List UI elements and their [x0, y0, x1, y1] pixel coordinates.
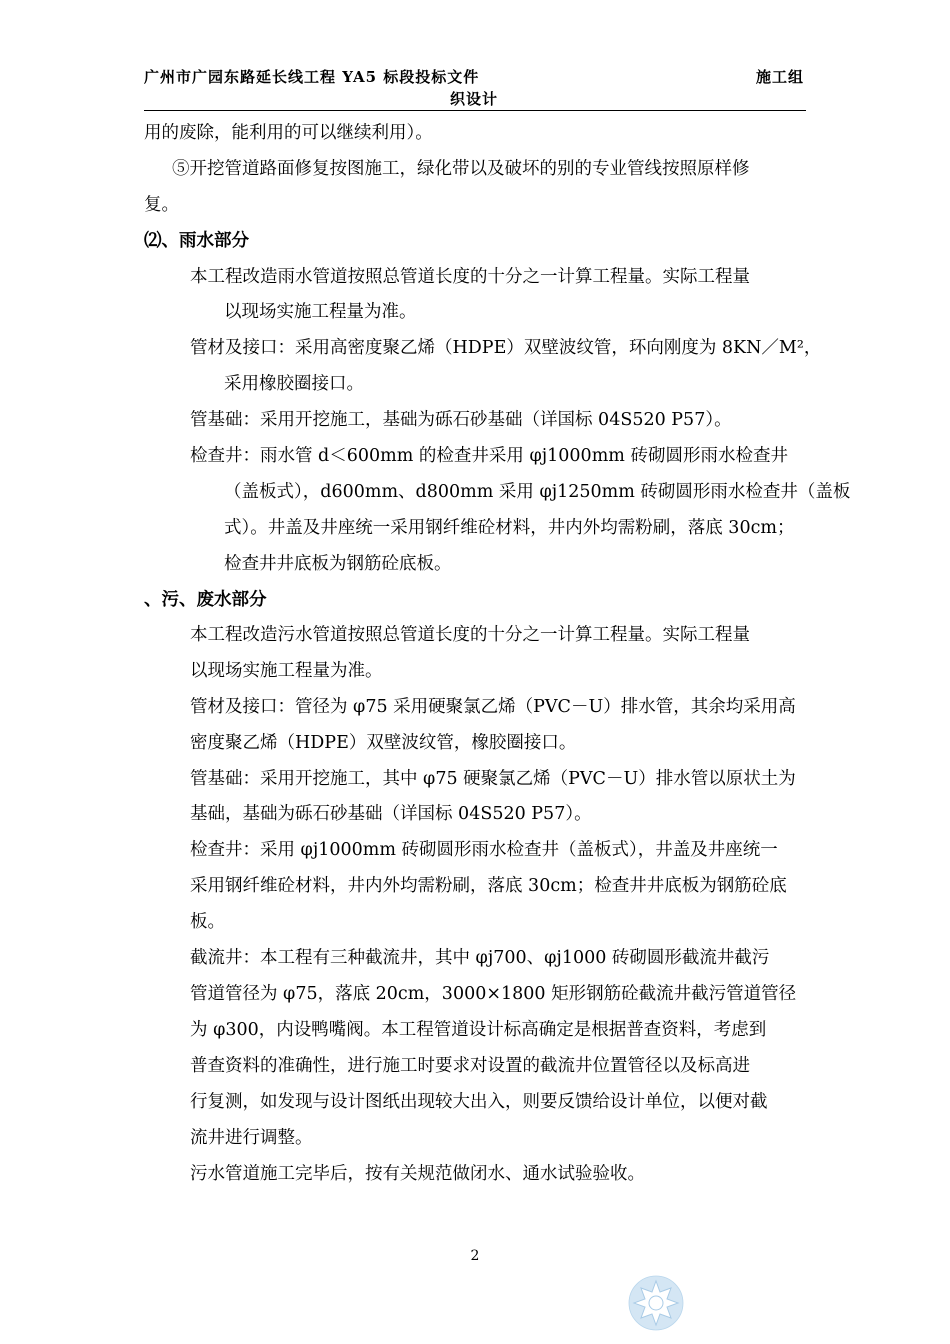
page-number: 2: [470, 1248, 480, 1264]
paragraph-line: 检查井井底板为钢筋砼底板。: [224, 554, 452, 574]
page-header: [144, 66, 806, 112]
section-heading-sewage: 、污、废水部分: [144, 590, 267, 610]
paragraph-line: （盖板式），d600mm、d800mm 采用 φj1250mm 砖砌圆形雨水检查井（盖板: [224, 482, 851, 502]
paragraph-line: 采用橡胶圈接口。: [224, 374, 364, 394]
paragraph-line: 管基础：采用开挖施工，其中 φ75 硬聚氯乙烯（PVC－U）排水管以原状土为: [190, 769, 796, 789]
paragraph-line: 式）。井盖及井座统一采用钢纤维砼材料，井内外均需粉刷，落底 30cm；: [224, 518, 795, 538]
paragraph-line: 复。: [144, 195, 179, 215]
paragraph-line: 行复测，如发现与设计图纸出现较大出入，则要反馈给设计单位，以便对截: [190, 1092, 768, 1112]
paragraph-line: 截流井：本工程有三种截流井，其中 φj700、φj1000 砖砌圆形截流井截污: [190, 948, 770, 968]
paragraph-line: 为 φ300，内设鸭嘴阀。本工程管道设计标高确定是根据普查资料，考虑到: [190, 1020, 767, 1040]
paragraph-line: ⑤开挖管道路面修复按图施工，绿化带以及破坏的别的专业管线按照原样修: [172, 159, 750, 179]
paragraph-line: 普查资料的准确性，进行施工时要求对设置的截流井位置管径以及标高进: [190, 1056, 750, 1076]
header-rule: [144, 110, 806, 111]
paragraph-line: 管材及接口：采用高密度聚乙烯（HDPE）双壁波纹管，环向刚度为 8KN／M²，: [190, 338, 822, 358]
paragraph-line: 密度聚乙烯（HDPE）双壁波纹管，橡胶圈接口。: [190, 733, 577, 753]
paragraph-line: 检查井：雨水管 d＜600mm 的检查井采用 φj1000mm 砖砌圆形雨水检查井: [190, 446, 788, 466]
paragraph-line: 用的废除，能利用的可以继续利用）。: [144, 123, 433, 143]
paragraph-line: 以现场实施工程量为准。: [190, 661, 383, 681]
paragraph-line: 基础，基础为砾石砂基础（详国标 04S520 P57）。: [190, 804, 592, 824]
paragraph-line: 污水管道施工完毕后，按有关规范做闭水、通水试验验收。: [190, 1164, 645, 1184]
snowflake-logo-icon: [625, 1272, 687, 1334]
paragraph-line: 管基础：采用开挖施工，基础为砾石砂基础（详国标 04S520 P57）。: [190, 410, 732, 430]
header-title-continued: 织设计: [450, 90, 499, 108]
paragraph-line: 板。: [190, 912, 225, 932]
paragraph-line: 流井进行调整。: [190, 1128, 313, 1148]
section-heading-rainwater: ⑵、雨水部分: [144, 231, 249, 251]
paragraph-line: 管道管径为 φ75，落底 20cm，3000×1800 矩形钢筋砼截流井截污管道管径: [190, 984, 797, 1004]
paragraph-line: 本工程改造雨水管道按照总管道长度的十分之一计算工程量。实际工程量: [190, 267, 750, 287]
paragraph-line: 本工程改造污水管道按照总管道长度的十分之一计算工程量。实际工程量: [190, 625, 750, 645]
header-section: 施工组: [755, 68, 804, 86]
paragraph-line: 以现场实施工程量为准。: [224, 302, 417, 322]
paragraph-line: 采用钢纤维砼材料，井内外均需粉刷，落底 30cm；检查井井底板为钢筋砼底: [190, 876, 787, 896]
paragraph-line: 管材及接口：管径为 φ75 采用硬聚氯乙烯（PVC－U）排水管，其余均采用高: [190, 697, 796, 717]
paragraph-line: 检查井：采用 φj1000mm 砖砌圆形雨水检查井（盖板式），井盖及井座统一: [190, 840, 778, 860]
header-title: 广州市广园东路延长线工程 YA5 标段投标文件: [144, 68, 480, 86]
